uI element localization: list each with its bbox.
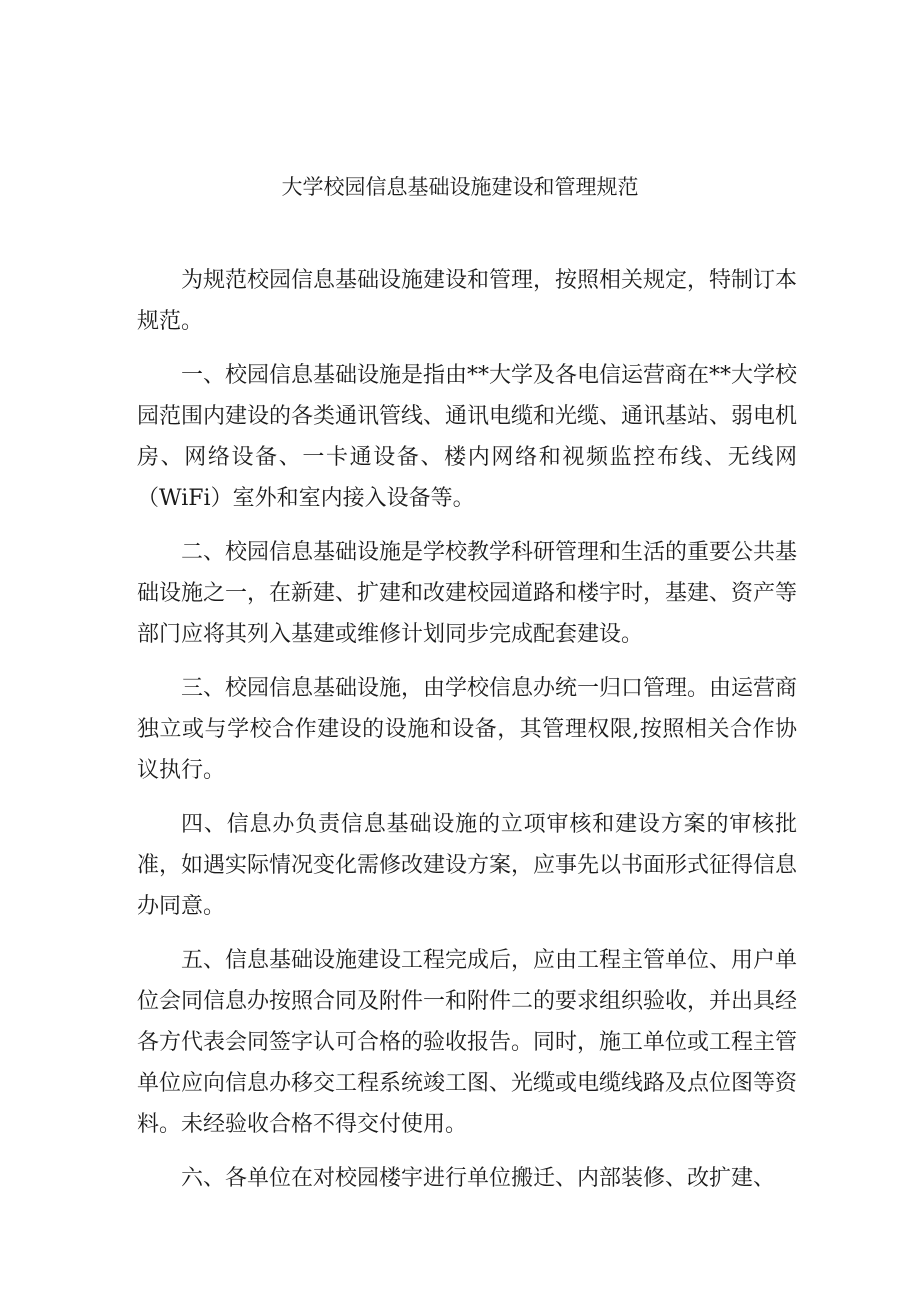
paragraph-article-4: 四、信息办负责信息基础设施的立项审核和建设方案的审核批准，如遇实际情况变化需修改建设方案，应事先以书面形式征得信息办同意。 [137,812,798,919]
paragraph-article-6: 六、各单位在对校园楼宇进行单位搬迁、内部装修、改扩建、 [181,1166,776,1191]
document-title: 大学校园信息基础设施建设和管理规范 [281,175,639,199]
paragraph-article-3: 三、校园信息基础设施，由学校信息办统一归口管理。由运营商独立或与学校合作建设的设施和设备，其管理权限,按照相关合作协议执行。 [137,676,798,783]
paragraph-article-5: 五、信息基础设施建设工程完成后，应由工程主管单位、用户单位会同信息办按照合同及附件一和附件二的要求组织验收，并出具经各方代表会同签字认可合格的验收报告。同时，施工单位或工程主管单位应向信息办移交工程系统竣工图、光缆或电缆线路及点位图等资料。未经验收合格不得交付使用。 [137,948,798,1137]
paragraph-article-1: 一、校园信息基础设施是指由**大学及各电信运营商在**大学校园范围内建设的各类通讯管线、通讯电缆和光缆、通讯基站、弱电机房、网络设备、一卡通设备、楼内网络和视频监控布线、无线网（WiFi）室外和室内接入设备等。 [137,363,798,511]
paragraph-article-2: 二、校园信息基础设施是学校教学科研管理和生活的重要公共基础设施之一，在新建、扩建和改建校园道路和楼宇时，基建、资产等部门应将其列入基建或维修计划同步完成配套建设。 [137,540,798,647]
document-body [137,260,797,1212]
paragraph-intro: 为规范校园信息基础设施建设和管理，按照相关规定，特制订本规范。 [137,268,798,334]
